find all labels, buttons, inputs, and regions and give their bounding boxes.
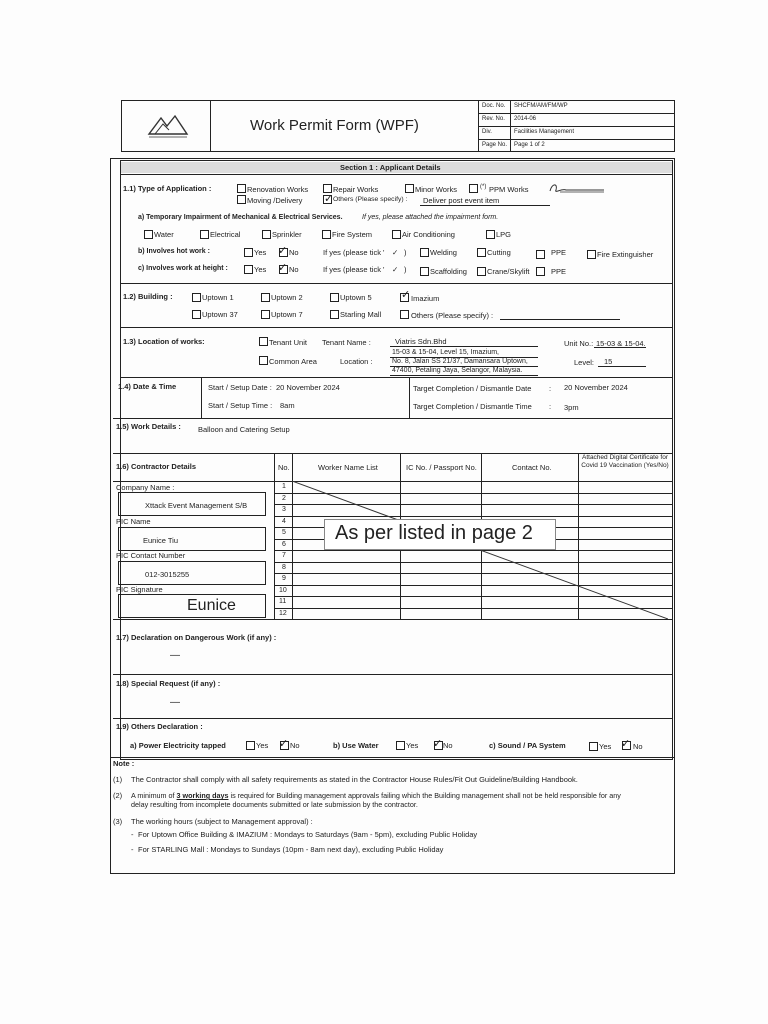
uptown5-checkbox[interactable]: [330, 293, 339, 302]
scribble-mark-icon: [546, 181, 608, 195]
hotwork-yes-checkbox[interactable]: [244, 248, 253, 257]
crane-label: Crane/Skylift: [487, 267, 530, 276]
col-worker-header: Worker Name List: [318, 463, 378, 472]
hotwork-yes-label: Yes: [254, 248, 267, 257]
repair-checkbox[interactable]: [323, 184, 332, 193]
starling-mall-checkbox[interactable]: [330, 310, 339, 319]
building-others-field[interactable]: [500, 319, 620, 320]
page-no-label: Page No.: [482, 142, 508, 148]
pic-contact-label: PIC Contact Number: [116, 551, 186, 560]
tenant-name-value: Viatris Sdn.Bhd: [395, 337, 447, 346]
special-label: 1.8) Special Request (if any) :: [116, 679, 221, 688]
height-yes-checkbox[interactable]: [244, 265, 253, 274]
scaffolding-checkbox[interactable]: [420, 267, 429, 276]
level-value: 15: [604, 357, 613, 366]
cutting-label: Cutting: [487, 248, 511, 257]
doc-no-label: Doc. No.: [482, 103, 506, 109]
unit-no-label: Unit No.:: [564, 339, 594, 348]
hours-1-bullet: -: [131, 830, 134, 839]
company-name-value: Xttack Event Management S/B: [145, 501, 248, 510]
power-label: a) Power Electricity tapped: [130, 741, 226, 750]
hours-2-text: For STARLING Mall : Mondays to Sundays (10pm - 8am next day), excluding Public Holiday: [138, 845, 444, 854]
height-ifyes-label: If yes (please tick ': [323, 265, 385, 274]
sound-yes-label: Yes: [599, 742, 612, 751]
table-row: [274, 619, 673, 620]
power-yes-label: Yes: [256, 741, 269, 750]
hotwork-close-paren: ): [404, 248, 407, 257]
fire-extinguisher-checkbox[interactable]: [587, 250, 596, 259]
water-no-label: No: [443, 741, 453, 750]
start-time-label: Start / Setup Time :: [208, 401, 273, 410]
pic-contact-value: 012-3015255: [145, 570, 190, 579]
electrical-label: Electrical: [210, 230, 241, 239]
row-number: 2: [282, 494, 286, 502]
div-label: Div.: [482, 129, 492, 135]
sound-no-label: No: [633, 742, 643, 751]
sound-yes-checkbox[interactable]: [589, 742, 598, 751]
starling-mall-label: Starling Mall: [340, 310, 382, 319]
others-decl-label: 1.9) Others Declaration :: [116, 722, 203, 731]
cutting-checkbox[interactable]: [477, 248, 486, 257]
rev-no-label: Rev. No.: [482, 116, 505, 122]
height-tick-symbol: ✓: [392, 265, 399, 274]
height-yes-label: Yes: [254, 265, 267, 274]
target-time-label: Target Completion / Dismantle Time: [413, 402, 532, 411]
air-conditioning-label: Air Conditioning: [402, 230, 455, 239]
building-others-label: Others (Please specify) :: [411, 311, 494, 320]
dangerous-value: —: [170, 650, 180, 661]
height-ppe-checkbox[interactable]: [536, 267, 545, 276]
note-2-num: (2): [113, 791, 123, 800]
uptown1-checkbox[interactable]: [192, 293, 201, 302]
row-number: 10: [279, 586, 287, 594]
row-number: 9: [282, 575, 286, 582]
page-no-value: Page 1 of 2: [514, 142, 545, 148]
dangerous-label: 1.7) Declaration on Dangerous Work (if any) :: [116, 633, 277, 642]
notes-label: Note :: [113, 759, 135, 768]
scaffolding-label: Scaffolding: [430, 267, 467, 276]
form-title: Work Permit Form (WPF): [250, 117, 419, 134]
address-line-1: 15-03 & 15-04, Level 15, Imazium,: [392, 349, 500, 356]
div-value: Facilities Management: [514, 129, 575, 135]
uptown2-label: Uptown 2: [271, 293, 303, 302]
fire-system-label: Fire System: [332, 230, 373, 239]
rev-no-value: 2014-06: [514, 116, 537, 122]
height-no-mark-icon: ✓: [278, 262, 288, 274]
row-number: 11: [279, 598, 287, 605]
work-details-label: 1.5) Work Details :: [116, 422, 181, 431]
datetime-label: 1.4) Date & Time: [118, 382, 177, 391]
company-name-label: Company Name :: [116, 483, 175, 492]
lpg-checkbox[interactable]: [486, 230, 495, 239]
imazium-label: Imazium: [411, 294, 440, 303]
moving-delivery-checkbox[interactable]: [237, 195, 246, 204]
hotwork-ifyes-label: If yes (please tick ': [323, 248, 385, 257]
strike-through-line: [292, 481, 668, 619]
row-number: 3: [282, 506, 286, 513]
tenant-unit-label: Tenant Unit: [269, 338, 307, 347]
height-close-paren: ): [404, 265, 407, 274]
minor-works-label: Minor Works: [415, 185, 457, 194]
ppm-works-label: PPM Works: [489, 185, 529, 194]
building-others-checkbox[interactable]: [400, 310, 409, 319]
uptown7-label: Uptown 7: [271, 310, 303, 319]
row-number: 8: [282, 563, 286, 571]
uptown7-checkbox[interactable]: [261, 310, 270, 319]
hotwork-no-label: No: [289, 248, 299, 257]
hours-1-text: For Uptown Office Building & IMAZIUM : Mondays to Saturdays (9am - 5pm), excluding Public Holiday: [138, 830, 478, 839]
work-details-value: Balloon and Catering Setup: [198, 425, 290, 434]
fire-system-checkbox[interactable]: [322, 230, 331, 239]
row-number: 5: [282, 529, 286, 536]
water-no-mark-icon: ✓: [433, 738, 443, 750]
level-label: Level:: [574, 358, 595, 367]
uptown2-checkbox[interactable]: [261, 293, 270, 302]
address-line-3: 47400, Petaling Jaya, Selangor, Malaysia.: [392, 367, 523, 374]
sound-no-mark-icon: ✓: [621, 738, 631, 750]
lpg-label: LPG: [496, 230, 512, 239]
common-area-label: Common Area: [269, 357, 317, 366]
water-yes-label: Yes: [406, 741, 419, 750]
row-number: 7: [282, 552, 286, 559]
impairment-note: If yes, please attached the impairment form.: [362, 214, 499, 221]
sprinkler-checkbox[interactable]: [262, 230, 271, 239]
contractor-label: 1.6) Contractor Details: [116, 462, 197, 471]
sprinkler-label: Sprinkler: [272, 230, 302, 239]
note-2-pre: A minimum of: [131, 791, 177, 800]
pic-signature-label: PIC Signature: [116, 585, 163, 594]
note-2-line2: delay resulting from incomplete documents submitted or late submission by the contractor.: [131, 800, 418, 809]
company-logo-icon: [147, 112, 189, 140]
water-label: Water: [154, 230, 174, 239]
fire-extinguisher-label: Fire Extinguisher: [597, 250, 654, 259]
welding-label: Welding: [430, 248, 457, 257]
row-number: 4: [282, 517, 286, 525]
uptown5-label: Uptown 5: [340, 293, 372, 302]
uptown37-label: Uptown 37: [202, 310, 238, 319]
col-contact-header: Contact No.: [512, 463, 552, 472]
note-3-num: (3): [113, 817, 123, 826]
height-label: c) Involves work at height :: [138, 265, 228, 272]
tenant-name-label: Tenant Name :: [322, 338, 371, 347]
air-conditioning-checkbox[interactable]: [392, 230, 401, 239]
start-time-value: 8am: [280, 401, 295, 410]
pic-contact-field[interactable]: [118, 561, 266, 585]
sound-label: c) Sound / PA System: [489, 741, 566, 750]
note-1-num: (1): [113, 775, 123, 784]
doc-no-value: SHCFM/AM/FM/WP: [514, 103, 568, 109]
special-value: —: [170, 697, 180, 708]
hotwork-label: b) Involves hot work :: [138, 248, 210, 255]
power-no-label: No: [290, 741, 300, 750]
imazium-check-mark-icon: ✓: [401, 289, 411, 301]
hotwork-no-mark-icon: ✓: [278, 245, 288, 257]
note-2-line1: [131, 791, 621, 800]
col-no-header: No.: [278, 463, 290, 472]
others-application-label: Others (Please specify) :: [333, 196, 408, 203]
note-3-text: The working hours (subject to Management approval) :: [131, 817, 313, 826]
row-number: 6: [282, 540, 286, 548]
electrical-checkbox[interactable]: [200, 230, 209, 239]
others-check-mark-icon: ✓: [324, 193, 334, 205]
target-time-colon: :: [549, 402, 552, 411]
unit-no-value: 15-03 & 15-04.: [596, 339, 646, 348]
target-date-label: Target Completion / Dismantle Date: [413, 384, 532, 393]
building-label: 1.2) Building :: [123, 292, 173, 301]
pic-name-label: PIC Name: [116, 517, 151, 526]
location-field-label: Location :: [340, 357, 373, 366]
col-vaccination-header: Attached Digital Certificate for Covid 19 Vaccination (Yes/No): [581, 454, 669, 469]
power-yes-checkbox[interactable]: [246, 741, 255, 750]
overlay-note-text: As per listed in page 2: [335, 522, 533, 544]
pic-signature-value: Eunice: [187, 597, 236, 614]
ppm-works-checkbox[interactable]: [469, 184, 478, 193]
start-date-value: 20 November 2024: [276, 383, 340, 392]
row-number: 12: [279, 609, 287, 617]
col-ic-header: IC No. / Passport No.: [406, 463, 477, 472]
height-ppe-label: PPE: [551, 267, 567, 276]
address-line-2: No. 8, Jalan SS 21/37, Damansara Uptown,: [392, 358, 528, 365]
ppm-prefix: (*): [480, 184, 487, 190]
repair-label: Repair Works: [333, 185, 379, 194]
target-date-value: 20 November 2024: [564, 383, 628, 392]
row-number: 1: [282, 483, 286, 490]
renovation-checkbox[interactable]: [237, 184, 246, 193]
application-label: 1.1) Type of Application :: [123, 184, 212, 193]
note-2-post: is required for Building management approvals failing which the Building management shall not be held responsible for any: [228, 791, 621, 800]
hotwork-ppe-label: PPE: [551, 248, 567, 257]
start-date-label: Start / Setup Date :: [208, 383, 272, 392]
section1-title: Section 1 : Applicant Details: [340, 163, 441, 172]
water-decl-label: b) Use Water: [333, 741, 379, 750]
hours-2-bullet: -: [131, 845, 134, 854]
uptown37-checkbox[interactable]: [192, 310, 201, 319]
impairment-label: a) Temporary Impairment of Mechanical & Electrical Services.: [138, 214, 343, 221]
target-time-value: 3pm: [564, 403, 579, 412]
crane-checkbox[interactable]: [477, 267, 486, 276]
note-1-text: The Contractor shall comply with all safety requirements as stated in the Contractor House Rules/Fit Out Guideline/Building Handbook.: [131, 775, 578, 784]
renovation-label: Renovation Works: [247, 185, 309, 194]
welding-checkbox[interactable]: [420, 248, 429, 257]
target-date-colon: :: [549, 384, 552, 393]
height-no-label: No: [289, 265, 299, 274]
water-yes-checkbox[interactable]: [396, 741, 405, 750]
hotwork-tick-symbol: ✓: [392, 248, 399, 257]
pic-name-field[interactable]: [118, 527, 266, 551]
tenant-unit-checkbox[interactable]: [259, 337, 268, 346]
minor-works-checkbox[interactable]: [405, 184, 414, 193]
location-label: 1.3) Location of works:: [123, 337, 205, 346]
others-application-value: Deliver post event item: [423, 196, 500, 205]
pic-name-value: Eunice Tiu: [143, 536, 179, 545]
hotwork-ppe-checkbox[interactable]: [536, 250, 545, 259]
common-area-checkbox[interactable]: [259, 356, 268, 365]
note-2-bold: 3 working days: [176, 791, 229, 800]
water-checkbox[interactable]: [144, 230, 153, 239]
moving-delivery-label: Moving /Delivery: [247, 196, 303, 205]
power-no-mark-icon: ✓: [279, 738, 289, 750]
uptown1-label: Uptown 1: [202, 293, 234, 302]
